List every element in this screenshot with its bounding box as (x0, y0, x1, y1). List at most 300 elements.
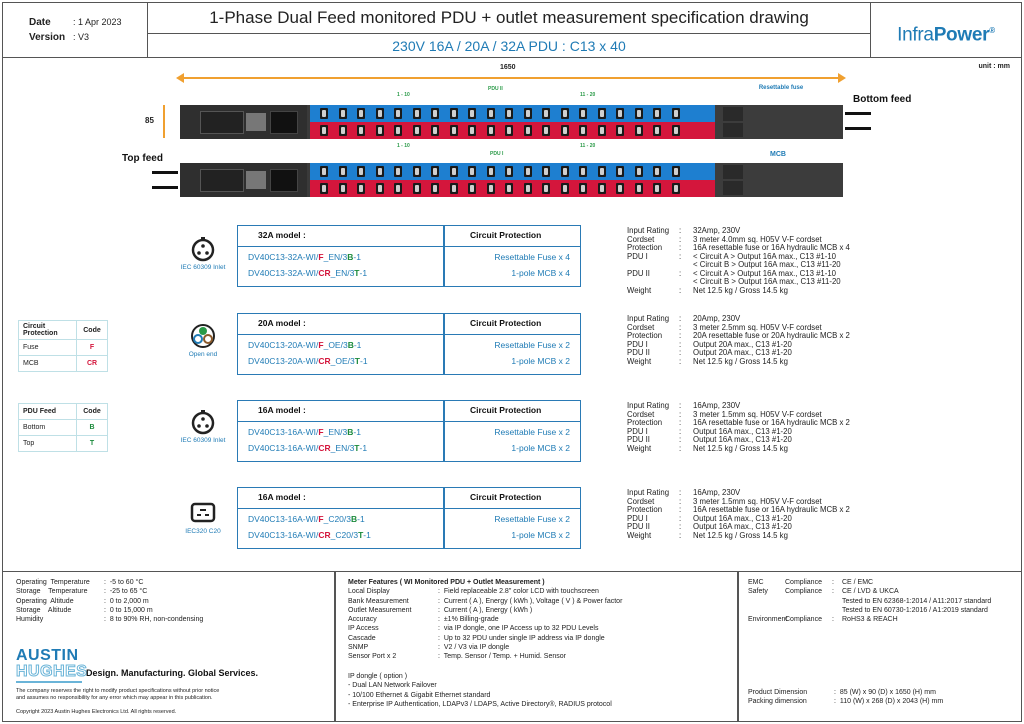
spec-value: Output 20A max., C13 #1-20 (693, 348, 792, 357)
spec-key: PDU II (627, 348, 650, 357)
meter-colon: : (438, 606, 444, 614)
model-table (237, 313, 581, 375)
protection-value: 1-pole MCB x 4 (511, 268, 570, 278)
model-header: 16A model : (258, 492, 306, 502)
env-colon: : (104, 597, 110, 605)
dimension-colon: : (834, 689, 840, 696)
c13-outlet-icon (653, 183, 661, 194)
dimension-colon: : (834, 698, 840, 706)
spec-colon: : (679, 522, 682, 531)
blank-panel (200, 111, 244, 134)
compliance-colon: : (832, 579, 838, 586)
model-number (248, 268, 367, 278)
spec-key: Protection (627, 505, 663, 514)
spec-row (627, 532, 850, 541)
power-cable-icon (845, 112, 871, 115)
c13-outlet-icon (431, 183, 439, 194)
spec-block (627, 489, 850, 540)
c13-outlet-icon (505, 108, 513, 119)
env-colon: : (104, 579, 110, 586)
spec-value: Output 16A max., C13 #1-20 (693, 522, 792, 531)
inlet-label: IEC 60309 Inlet (180, 264, 226, 271)
feed-code: B (347, 252, 354, 262)
mcb-b (723, 181, 743, 195)
env-value: 0 to 2,000 m (109, 597, 149, 605)
c13-outlet-icon (339, 166, 347, 177)
spec-value: Output 16A max., C13 #1-20 (693, 426, 792, 436)
protection-value: Resettable Fuse x 2 (494, 427, 570, 437)
model-mid: _C20/3 (323, 514, 352, 524)
model-prefix: DV40C13-16A-WI/ (248, 530, 319, 540)
column-divider (443, 488, 445, 548)
model-number (248, 514, 365, 524)
top-feed-label: Top feed (122, 153, 163, 164)
spec-colon: : (679, 409, 682, 419)
env-row (16, 587, 203, 596)
spec-key: PDU II (627, 268, 650, 278)
c13-outlet-icon (487, 166, 495, 177)
inlet-label: IEC320 C20 (185, 528, 221, 535)
compliance-row (748, 578, 991, 587)
dimension-value: 110 (W) x 268 (D) x 2043 (H) mm (839, 698, 944, 706)
compliance-key: EMC (748, 579, 764, 586)
spec-value: 20Amp, 230V (693, 314, 741, 323)
c13-outlet-icon (357, 183, 365, 194)
pdu-feed-code-table (18, 403, 108, 452)
protection-header: Circuit Protection (470, 230, 542, 240)
spec-value: Net 12.5 kg / Gross 14.5 kg (693, 285, 788, 295)
compliance-value: Tested to EN 62368-1:2014 / A11:2017 standard (842, 597, 992, 605)
meter-row (348, 652, 622, 661)
power-cable-icon (152, 171, 178, 174)
c13-outlet-icon (616, 108, 624, 119)
c13-outlet-icon (598, 125, 606, 136)
spec-key: Input Rating (627, 401, 670, 410)
inlet-icon (188, 323, 218, 353)
model-mid: _C20/3 (330, 530, 359, 540)
meter-value: ±1% Billing-grade (443, 616, 499, 624)
spec-row (627, 287, 850, 296)
c13-outlet-icon (394, 125, 402, 136)
model-number (248, 427, 361, 437)
inlet-label: IEC 60309 Inlet (180, 437, 226, 444)
meter-row (348, 597, 622, 606)
c13-outlet-icon (487, 183, 495, 194)
spec-value: 20A resettable fuse or 20A hydraulic MCB x 2 (693, 331, 850, 340)
compliance-row (748, 606, 991, 615)
feed-row-code: T (77, 436, 108, 452)
cp-row-code: F (77, 340, 108, 356)
c13-outlet-icon (394, 108, 402, 119)
protection-code: CR (318, 443, 331, 453)
infrapower-logo (871, 3, 1021, 57)
feed-header-code: Code (77, 404, 108, 420)
spec-value: 16A resettable fuse or 16A hydraulic MCB x 4 (693, 243, 850, 252)
spec-key: Cordset (627, 322, 655, 332)
compliance-colon (832, 597, 842, 606)
protection-header: Circuit Protection (470, 318, 542, 328)
compliance-colon (832, 606, 842, 615)
footer-divider (737, 572, 739, 722)
protection-header: Circuit Protection (470, 492, 542, 502)
c13-outlet-icon (450, 166, 458, 177)
c13-outlet-icon (450, 125, 458, 136)
model-mid: _EN/3 (323, 252, 348, 262)
dongle-item: - Dual LAN Network Failover (348, 682, 437, 690)
env-colon: : (104, 588, 110, 596)
date-line (29, 17, 122, 28)
range-label-top-11-20: 11 - 20 (580, 92, 596, 98)
spec-block (627, 315, 850, 366)
resettable-fuse-a (723, 107, 743, 121)
inlet-label: Open end (188, 351, 218, 358)
dongle-title: IP dongle ( option ) (348, 673, 408, 680)
feed-code: B (347, 427, 354, 437)
dimension-specs (748, 688, 943, 707)
model-header: 16A model : (258, 405, 306, 415)
model-suffix: -1 (353, 252, 361, 262)
width-dimension-line (163, 105, 165, 138)
model-mid: _EN/3 (323, 427, 348, 437)
copyright: Copyright 2023 Austin Hughes Electronics Ltd. All rights reserved. (16, 709, 177, 715)
model-mid: _OE/3 (330, 356, 355, 366)
meter-row (348, 587, 622, 596)
model-suffix: -1 (359, 443, 368, 453)
resettable-fuse-label: Resettable fuse (758, 85, 804, 91)
brand-block (870, 2, 1022, 58)
feed-row-name: Top (19, 436, 77, 452)
meter-colon: : (438, 597, 444, 605)
c13-outlet-icon (635, 183, 643, 194)
c13-outlet-icon (524, 166, 532, 177)
c13-outlet-icon (672, 183, 680, 194)
pdu-i-outlet-strip (310, 105, 715, 122)
spec-colon: : (679, 418, 682, 427)
cp-row-name: MCB (19, 356, 77, 372)
c13-outlet-icon (542, 125, 550, 136)
env-row (16, 578, 203, 587)
compliance-row (748, 615, 991, 624)
power-cable-icon (845, 127, 871, 130)
c13-outlet-icon (320, 166, 328, 177)
compliance-key2: Compliance (785, 579, 822, 586)
dimension-row (748, 697, 943, 706)
spec-value: Net 12.5 kg / Gross 14.5 kg (693, 443, 788, 453)
pdu-ii-label: PDU II (488, 86, 503, 92)
pdu-ii-outlet-strip (310, 180, 715, 197)
lcd-display (270, 111, 298, 134)
spec-value: 16Amp, 230V (693, 488, 741, 497)
c13-outlet-icon (339, 125, 347, 136)
spec-key: PDU I (627, 426, 648, 436)
c13-outlet-icon (413, 108, 421, 119)
meter-value: Up to 32 PDU under single IP address via IP dongle (443, 634, 605, 642)
compliance-value: CE / LVD & UKCA (842, 588, 899, 596)
logo-hughes: HUGHES (16, 663, 88, 680)
spec-key: Input Rating (627, 314, 670, 323)
footer-divider (334, 572, 336, 722)
spec-colon: : (679, 314, 682, 323)
circuit-protection-code-table (18, 320, 108, 372)
cp-header-name: Circuit Protection (19, 321, 77, 340)
c13-outlet-icon (413, 125, 421, 136)
model-header: 32A model : (258, 230, 306, 240)
version-value: : V3 (73, 32, 90, 42)
spec-value: < Circuit A > Output 16A max., C13 #1-10 (693, 268, 837, 278)
protection-code: CR (318, 530, 331, 540)
logo-power: Power (933, 24, 990, 46)
model-mid: _EN/3 (330, 443, 355, 453)
model-number (248, 340, 361, 350)
c13-outlet-icon (320, 125, 328, 136)
spec-colon: : (679, 322, 682, 332)
pdu-i-outlet-strip (310, 163, 715, 180)
meter-colon: : (438, 653, 444, 661)
protection-code: CR (318, 356, 331, 366)
spec-value: < Circuit A > Output 16A max., C13 #1-10 (693, 251, 837, 261)
blank-panel (200, 169, 244, 192)
spec-value: 16A resettable fuse or 16A hydraulic MCB x 2 (693, 505, 850, 514)
c13-outlet-icon (524, 183, 532, 194)
bottom-feed-label: Bottom feed (853, 94, 912, 105)
env-key: Storage Temperature (16, 588, 88, 596)
spec-colon: : (679, 331, 682, 340)
c13-outlet-icon (542, 108, 550, 119)
c13-outlet-icon (376, 166, 384, 177)
meter-row (348, 615, 622, 624)
meter-value: via IP dongle, one IP Access up to 32 PDU Levels (443, 625, 599, 633)
c13-outlet-icon (635, 125, 643, 136)
resettable-fuse-b (723, 123, 743, 137)
c13-outlet-icon (616, 125, 624, 136)
range-label-bottom-1-10: 1 - 10 (397, 143, 410, 149)
date-label: Date (29, 17, 51, 28)
pdu-head (180, 105, 307, 139)
meter-row (348, 624, 622, 633)
env-colon: : (104, 616, 110, 624)
spec-value: < Circuit B > Output 16A max., C13 #11-20 (693, 277, 841, 286)
protection-code: F (318, 252, 324, 262)
spec-key: Input Rating (627, 488, 670, 497)
c13-outlet-icon (376, 183, 384, 194)
model-header: 20A model : (258, 318, 306, 328)
c13-outlet-icon (339, 108, 347, 119)
model-prefix: DV40C13-16A-WI/ (248, 443, 319, 453)
spec-colon: : (679, 251, 682, 261)
c13-outlet-icon (487, 108, 495, 119)
meter-row (348, 634, 622, 643)
protection-code: F (318, 427, 324, 437)
feed-code: T (358, 530, 364, 540)
page-subtitle: 230V 16A / 20A / 32A PDU : C13 x 40 (392, 38, 626, 54)
version-label: Version (29, 32, 66, 43)
env-value: 8 to 90% RH, non-condensing (109, 616, 204, 624)
c13-outlet-icon (468, 125, 476, 136)
feed-code: T (354, 356, 360, 366)
compliance-row (748, 587, 991, 596)
meter-title: Meter Features ( WI Monitored PDU + Outlet Measurement ) (348, 579, 545, 586)
c13-outlet-icon (653, 166, 661, 177)
model-number (248, 530, 371, 540)
c13-outlet-icon (431, 108, 439, 119)
protection-header: Circuit Protection (470, 405, 542, 415)
env-key: Storage Altitude (16, 606, 72, 614)
range-label-top-1-10: 1 - 10 (397, 92, 410, 98)
model-mid: _OE/3 (323, 340, 348, 350)
env-value: -25 to 65 °C (109, 588, 148, 596)
model-suffix: -1 (353, 427, 361, 437)
c13-outlet-icon (376, 125, 384, 136)
spec-key: Weight (627, 443, 652, 453)
mcb-a (723, 165, 743, 179)
spec-key: Cordset (627, 496, 655, 506)
ip-dongle-options (348, 672, 612, 709)
model-number (248, 443, 367, 453)
protection-value: Resettable Fuse x 2 (494, 340, 570, 350)
mcb-label: MCB (770, 151, 786, 158)
spec-key: Input Rating (627, 226, 670, 235)
spec-key: PDU I (627, 339, 648, 349)
protection-value: 1-pole MCB x 2 (511, 443, 570, 453)
compliance-row (748, 597, 991, 606)
header-meta (2, 2, 148, 58)
c13-outlet-icon (598, 166, 606, 177)
network-ports (246, 171, 266, 189)
austin-hughes-logo (16, 648, 87, 683)
c13-outlet-icon (450, 108, 458, 119)
lcd-display (270, 169, 298, 192)
spec-colon: : (679, 243, 682, 252)
spec-row (627, 445, 850, 454)
tagline: Design. Manufacturing. Global Services. (86, 668, 259, 678)
model-prefix: DV40C13-16A-WI/ (248, 427, 319, 437)
spec-key: PDU I (627, 251, 648, 261)
compliance-value: RoHS3 & REACH (842, 616, 898, 624)
env-value: -5 to 60 °C (109, 579, 144, 586)
pdu-ii-outlet-strip (310, 122, 715, 139)
length-dimension-line (180, 77, 842, 79)
c13-outlet-icon (320, 183, 328, 194)
c13-outlet-icon (635, 108, 643, 119)
env-value: 0 to 15,000 m (109, 606, 153, 614)
power-cable-icon (152, 186, 178, 189)
c13-outlet-icon (505, 166, 513, 177)
spec-key: Cordset (627, 234, 655, 244)
unit-label: unit : mm (978, 63, 1010, 70)
spec-value: 3 meter 2.5mm sq. H05V V-F cordset (693, 322, 822, 332)
model-mid: _EN/3 (330, 268, 355, 278)
spec-value: 16Amp, 230V (693, 401, 741, 410)
c13-outlet-icon (579, 125, 587, 136)
c13-outlet-icon (468, 183, 476, 194)
environment-specs (16, 578, 203, 624)
model-suffix: -1 (353, 340, 362, 350)
model-table (237, 225, 581, 287)
c13-outlet-icon (672, 125, 680, 136)
env-key: Operating Altitude (16, 597, 74, 605)
spec-value: Net 12.5 kg / Gross 14.5 kg (693, 356, 788, 366)
c13-outlet-icon (635, 166, 643, 177)
c13-outlet-icon (524, 125, 532, 136)
feed-code: T (354, 443, 360, 453)
inlet-icon (188, 409, 218, 439)
protection-value: 1-pole MCB x 2 (511, 530, 570, 540)
c13-outlet-icon (561, 166, 569, 177)
spec-value: 32Amp, 230V (693, 226, 741, 235)
logo-austin: AUSTIN (16, 647, 79, 664)
cp-row-name: Fuse (19, 340, 77, 356)
c13-outlet-icon (376, 108, 384, 119)
c13-outlet-icon (616, 166, 624, 177)
meter-value: Temp. Sensor / Temp. + Humid. Sensor (443, 653, 566, 661)
model-suffix: -1 (359, 268, 368, 278)
spec-value: 3 meter 1.5mm sq. H05V V-F cordset (693, 409, 822, 419)
length-dimension-label: 1650 (500, 64, 516, 71)
disclaimer-line-2: and assumes no responsibility for any error which may appear in this publication. (16, 695, 213, 701)
c13-outlet-icon (413, 183, 421, 194)
spec-colon: : (679, 496, 682, 506)
c13-outlet-icon (579, 166, 587, 177)
cp-row-code: CR (77, 356, 108, 372)
column-divider (443, 226, 445, 286)
c13-outlet-icon (413, 166, 421, 177)
c13-outlet-icon (505, 183, 513, 194)
inlet-icon (188, 236, 218, 266)
spec-colon: : (679, 505, 682, 514)
spec-colon: : (679, 226, 682, 235)
column-divider (443, 314, 445, 374)
compliance-value: CE / EMC (842, 579, 874, 586)
spec-value: Output 20A max., C13 #1-20 (693, 339, 792, 349)
c13-outlet-icon (598, 183, 606, 194)
c13-outlet-icon (561, 108, 569, 119)
spec-row (627, 358, 850, 367)
c13-outlet-icon (524, 108, 532, 119)
compliance-key2: Compliance (785, 616, 822, 624)
date-value: : 1 Apr 2023 (73, 17, 122, 27)
feed-code: B (347, 340, 354, 350)
meter-key: Cascade (348, 634, 376, 642)
spec-colon: : (679, 234, 682, 244)
c13-outlet-icon (431, 125, 439, 136)
spec-colon: : (679, 443, 682, 453)
spec-value: 3 meter 1.5mm sq. H05V V-F cordset (693, 496, 822, 506)
spec-colon: : (679, 285, 682, 295)
model-number (248, 356, 368, 366)
dimension-key: Product Dimension (748, 689, 808, 696)
meter-key: Outlet Measurement (348, 606, 412, 614)
meter-key: SNMP (348, 644, 369, 652)
spec-value: < Circuit B > Output 16A max., C13 #11-20 (693, 260, 841, 269)
protection-code: CR (318, 268, 331, 278)
dimension-row (748, 688, 943, 697)
c13-outlet-icon (487, 125, 495, 136)
spec-key: Protection (627, 331, 663, 340)
env-colon: : (104, 606, 110, 614)
meter-colon: : (438, 644, 444, 652)
model-table (237, 487, 581, 549)
c13-outlet-icon (468, 166, 476, 177)
env-row (16, 606, 203, 615)
c13-outlet-icon (653, 108, 661, 119)
compliance-specs (748, 578, 991, 624)
meter-colon: : (438, 616, 444, 624)
protection-value: Resettable Fuse x 4 (494, 252, 570, 262)
pdu-bottom-feed-drawing (180, 105, 843, 139)
model-prefix: DV40C13-32A-WI/ (248, 268, 319, 278)
meter-key: Bank Measurement (348, 597, 409, 605)
protection-value: Resettable Fuse x 2 (494, 514, 570, 524)
